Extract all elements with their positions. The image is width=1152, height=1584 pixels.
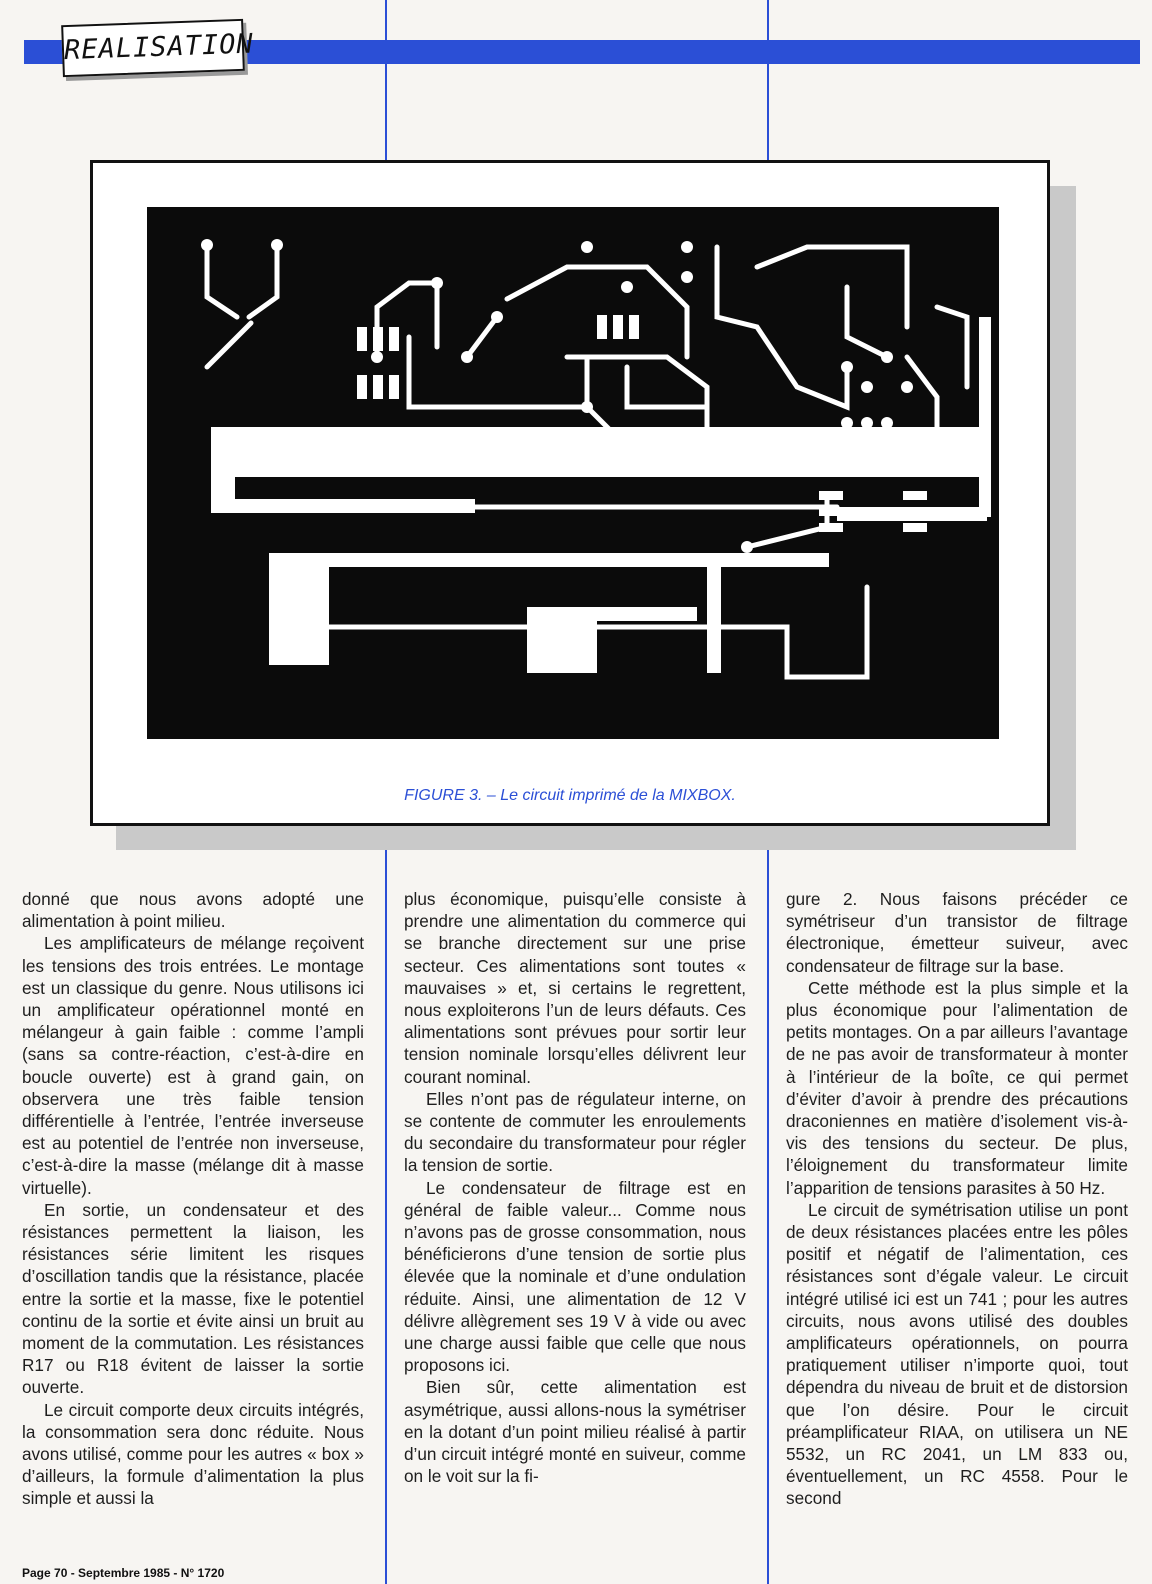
- figure-3: [90, 160, 1050, 826]
- paragraph: Cette méthode est la plus simple et la plus économique pour l’alimentation de petits montages. On a par ailleurs l’avantage de ne pas avoir de transformateur à monter à l’intérieur de la boîte, ce qui permet d’éviter d’avoir à prendre des précautions draconiennes en matière d’isolement vis-à-vis des tensions du secteur. De plus, l’éloignement du transformateur limite l’apparition de tensions parasites à 50 Hz.: [786, 977, 1128, 1198]
- paragraph: Le circuit comporte deux circuits intégrés, la consommation sera donc réduite. Nous avons utilisé, comme pour les autres « box » d’ailleurs, la formule d’alimentation la plus simple et aussi la: [22, 1399, 364, 1509]
- section-tag: [61, 19, 255, 77]
- pcb-layout-image: [147, 207, 999, 739]
- paragraph: plus économique, puisqu’elle consiste à prendre une alimentation du commerce qui se branche directement sur une prise secteur. Ces alimentations sont toutes « mauvaises » et, si certains le regrettent, nous exploiterons l’un de leurs défauts. Ces alimentations sont prévues pour sortir leur tension nominale lorsqu’elles délivrent leur courant nominal.: [404, 889, 746, 1087]
- paragraph: Elles n’ont pas de régulateur interne, on se contente de commuter les enroulements du secondaire du transformateur pour régler la tension de sortie.: [404, 1088, 746, 1176]
- paragraph: donné que nous avons adopté une alimentation à point milieu.: [22, 889, 364, 932]
- section-tag-label: REALISATION: [63, 28, 255, 67]
- column-rule-4: [767, 826, 769, 1584]
- column-rule-3: [385, 826, 387, 1584]
- figure-caption: FIGURE 3. – Le circuit imprimé de la MIXBOX.: [404, 787, 736, 804]
- paragraph: gure 2. Nous faisons précéder ce symétriseur d’un transistor de filtrage électronique, émetteur suiveur, avec condensateur de filtrage sur la base.: [786, 889, 1128, 976]
- paragraph: Le condensateur de filtrage est en général de faible valeur... Comme nous n’avons pas de grosse consommation, nous bénéficierons d’une tension de sortie plus élevée que la nominale et d’une ondulation réduite. Ainsi, une alimentation de 12 V délivre allègrement ses 19 V à vide ou avec une charge aussi faible que celle que nous proposons ici.: [404, 1177, 746, 1376]
- paragraph: Les amplificateurs de mélange reçoivent les tensions des trois entrées. Le montage est un classique du genre. Nous utilisons ici un amplificateur opérationnel monté en mélangeur à gain faible : comme l’ampli (sans sa contre-réaction, c’est-à-dire en boucle ouverte) est à grand gain, on observera une très faible tension différentielle à l’entrée, l’entrée inverseuse est au potentiel de l’entrée non inverseuse, c’est-à-dire la masse (mélange dit à masse virtuelle).: [22, 933, 364, 1198]
- column-rule-1: [385, 0, 387, 160]
- text-column-2: [404, 888, 746, 1487]
- column-rule-2: [767, 0, 769, 160]
- text-column-3: [786, 888, 1128, 1510]
- paragraph: En sortie, un condensateur et des résistances permettent la liaison, les résistances série limitent les risques d’oscillation tandis que la résistance, placée entre la sortie et la masse, fixe le potentiel continu de la sortie et évite ainsi un bruit au moment de la commutation. Les résistances R17 ou R18 évitent de laisser la sortie ouverte.: [22, 1199, 364, 1398]
- paragraph: Bien sûr, cette alimentation est asymétrique, aussi allons-nous la symétriser en la dotant d’un point milieu réalisé à partir d’un circuit intégré monté en suiveur, comme on le voit sur la fi-: [404, 1377, 746, 1487]
- page-footer: Page 70 - Septembre 1985 - N° 1720: [22, 1566, 225, 1580]
- paragraph: Le circuit de symétrisation utilise un pont de deux résistances placées entre les pôles positif et négatif de l’alimentation, ces résistances sont d’égale valeur. Le circuit intégré utilisé ici est un 741 ; pour les autres circuits, nous avons utilisé des doubles amplificateurs opérationnels, on pourra pratiquement utiliser n’importe quoi, tout dépendra du niveau de bruit et de distorsion que l’on désire. Pour le circuit préamplificateur RIAA, on utilisera un NE 5532, un RC 2041, un LM 833 ou, éventuellement, un RC 4558. Pour le second: [786, 1199, 1128, 1509]
- text-column-1: [22, 888, 364, 1510]
